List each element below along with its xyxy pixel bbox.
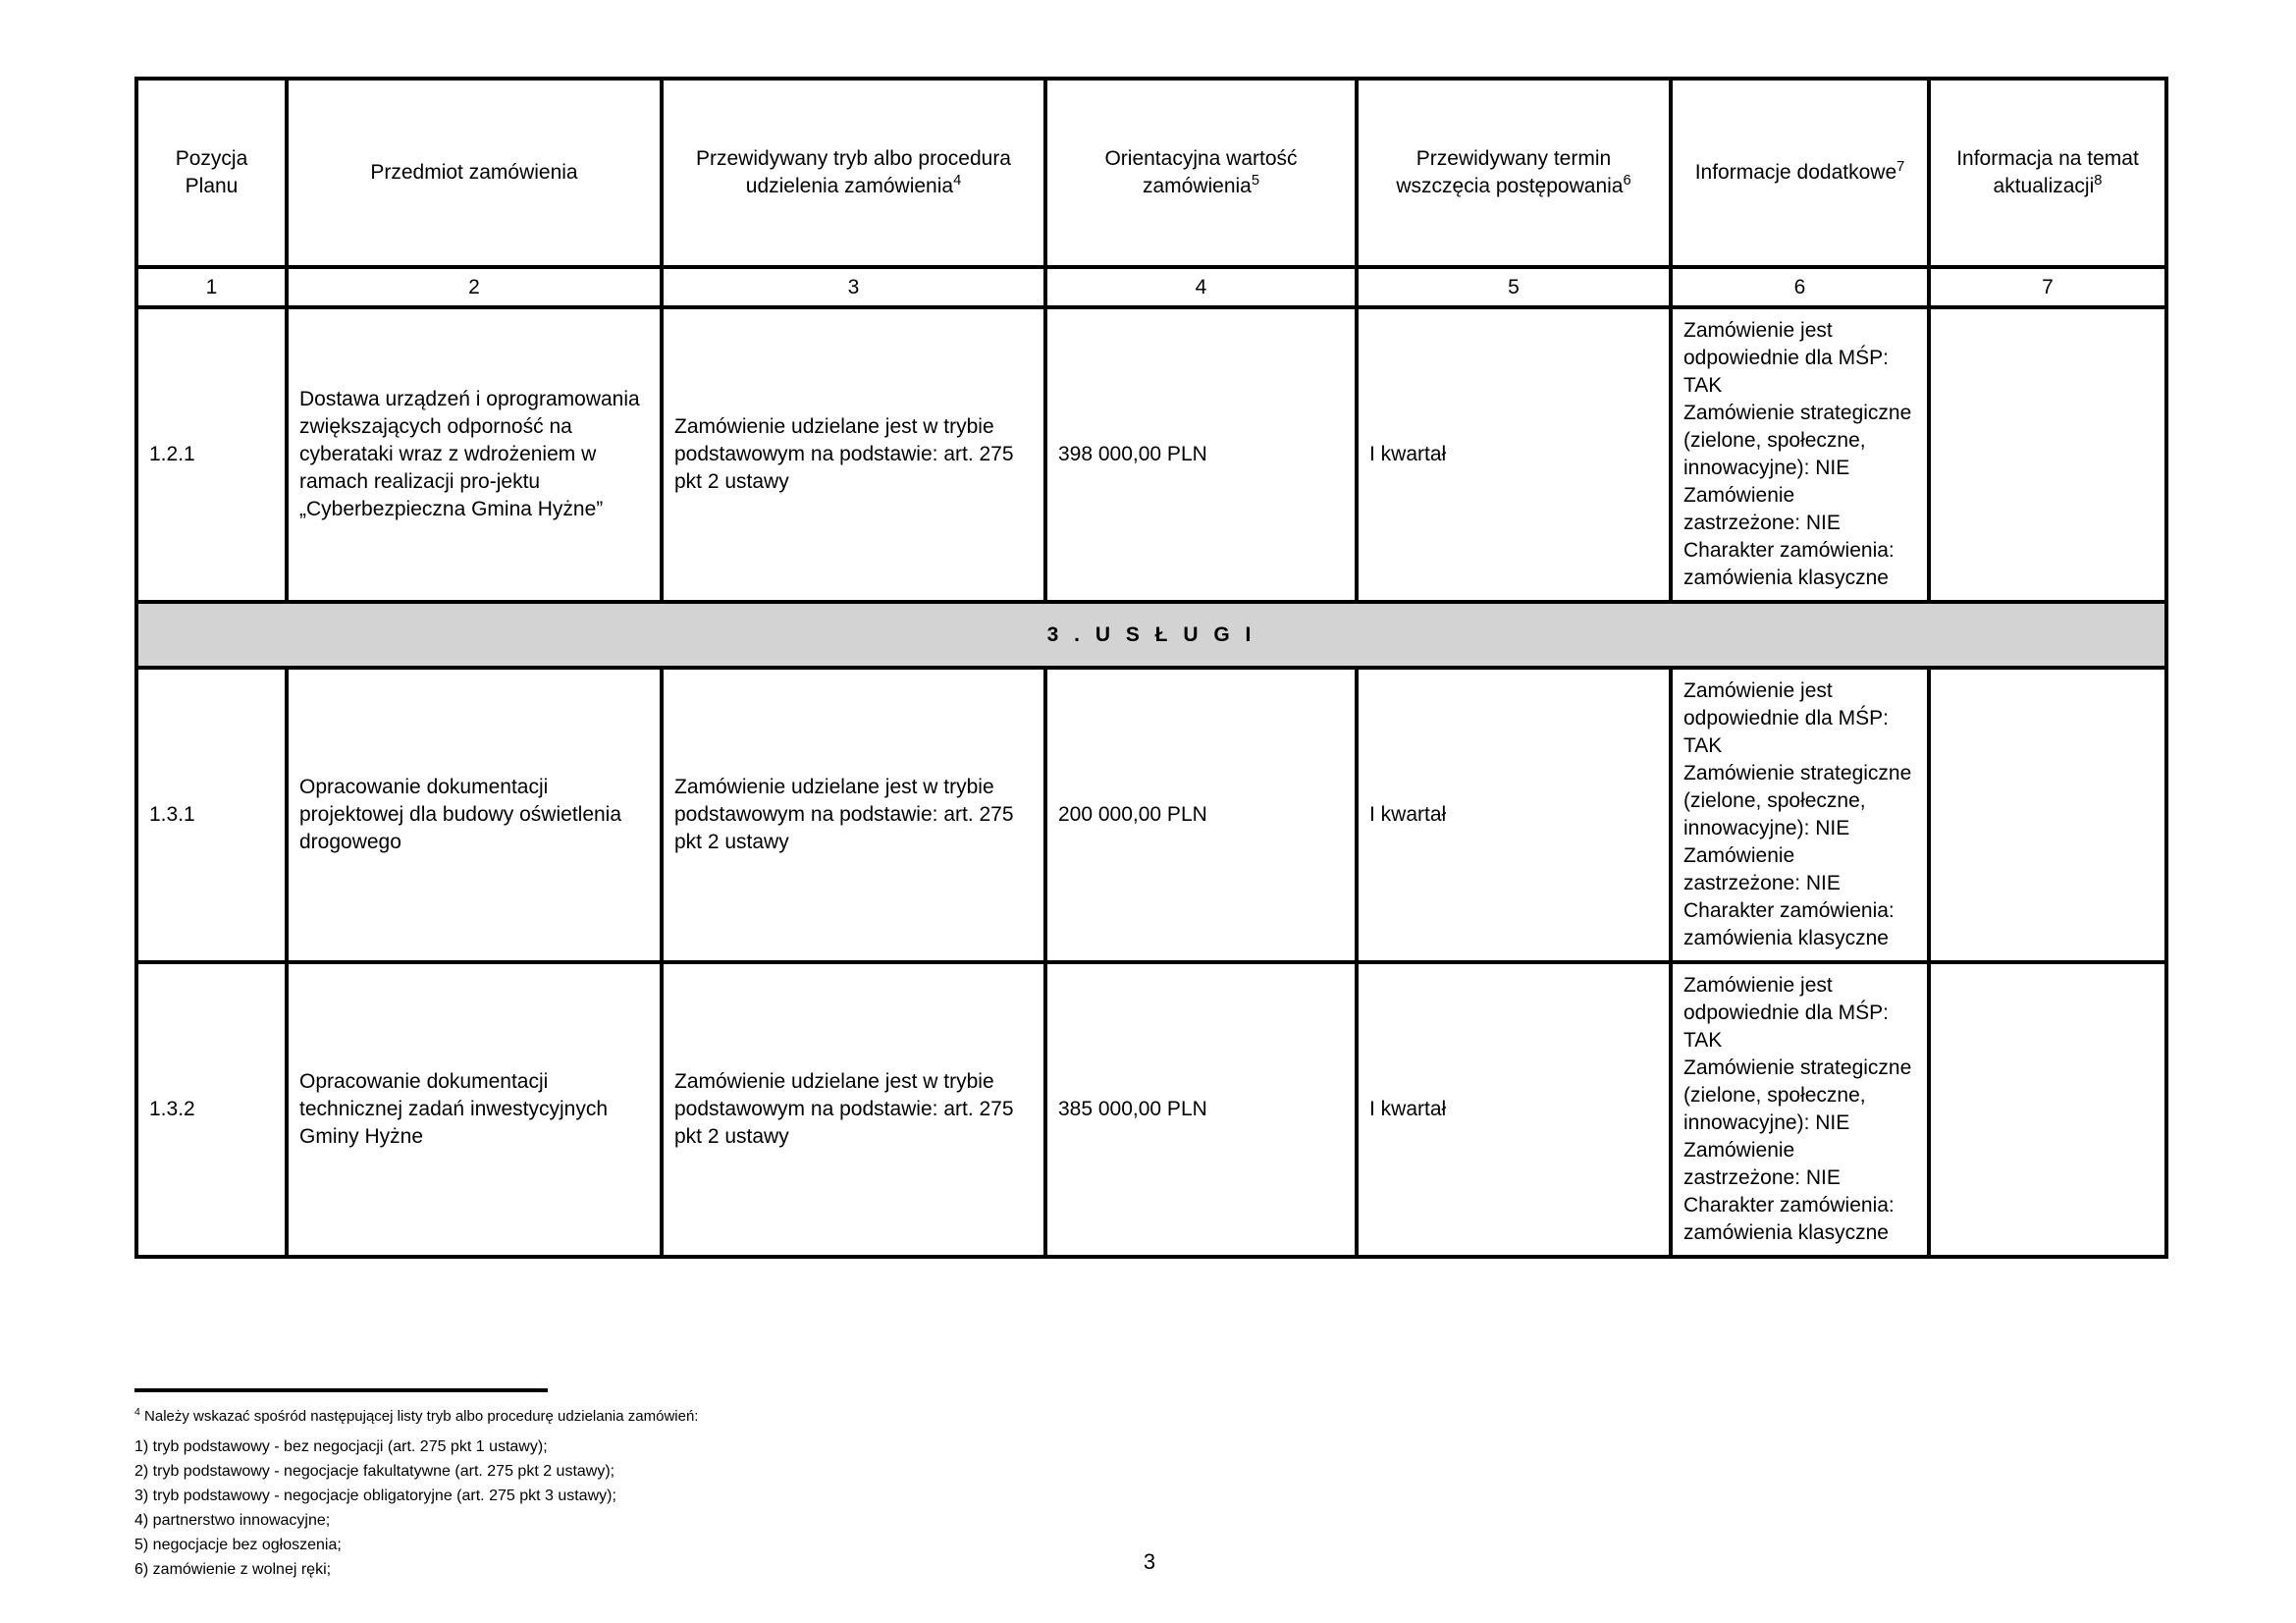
info-line: Charakter zamówienia: zamówienia klasyczne <box>1683 899 1895 949</box>
col-header-termin <box>1357 79 1671 267</box>
col-header-label: Orientacyjna wartość zamówienia <box>1104 147 1298 197</box>
column-number-cell: 2 <box>287 267 662 307</box>
row-value-cell: 200 000,00 PLN <box>1045 668 1357 962</box>
footnote-separator-line <box>134 1388 548 1392</box>
row-additional-info-cell <box>1671 307 1929 602</box>
info-line: Zamówienie strategiczne (zielone, społeczne, innowacyjne): NIE <box>1683 1056 1912 1134</box>
row-update-cell <box>1929 962 2166 1257</box>
row-procedure-cell: Zamówienie udzielane jest w trybie podstawowym na podstawie: art. 275 pkt 2 ustawy <box>662 668 1045 962</box>
col-header-przedmiot <box>287 79 662 267</box>
row-position-cell: 1.2.1 <box>136 307 287 602</box>
section-header-uslugi: 3 . U S Ł U G I <box>136 602 2166 668</box>
col-header-label: Informacje dodatkowe <box>1694 161 1897 184</box>
col-header-label: Przewidywany tryb albo procedura udzielenia zamówienia <box>696 147 1011 197</box>
info-line: Zamówienie zastrzeżone: NIE <box>1683 1139 1841 1189</box>
col-header-footnote-ref: 7 <box>1896 159 1905 175</box>
col-header-tryb <box>662 79 1045 267</box>
info-line: Zamówienie zastrzeżone: NIE <box>1683 844 1841 894</box>
row-subject-cell: Dostawa urządzeń i oprogramowania zwiększających odporność na cyberataki wraz z wdrożeniem w ramach realizacji pro-jektu „Cyberbezpieczna Gmina Hyżne” <box>287 307 662 602</box>
footnote-item: 5) negocjacje bez ogłoszenia; <box>134 1537 342 1553</box>
footnote-item: 2) tryb podstawowy - negocjacje fakultatywne (art. 275 pkt 2 ustawy); <box>134 1463 615 1480</box>
col-header-pozycja-planu <box>136 79 287 267</box>
col-header-aktualizacja <box>1929 79 2166 267</box>
footnote-intro-text: Należy wskazać spośród następującej listy tryb albo procedurę udzielania zamówień: <box>144 1408 699 1425</box>
row-position-cell: 1.3.1 <box>136 668 287 962</box>
info-line: Zamówienie jest odpowiednie dla MŚP: TAK <box>1683 974 1889 1052</box>
col-header-label: Informacja na temat aktualizacji <box>1956 147 2139 197</box>
row-value-cell: 398 000,00 PLN <box>1045 307 1357 602</box>
col-header-footnote-ref: 6 <box>1623 173 1631 189</box>
row-position-cell: 1.3.2 <box>136 962 287 1257</box>
row-subject-cell: Opracowanie dokumentacji projektowej dla budowy oświetlenia drogowego <box>287 668 662 962</box>
row-procedure-cell: Zamówienie udzielane jest w trybie podstawowym na podstawie: art. 275 pkt 2 ustawy <box>662 962 1045 1257</box>
row-term-cell: I kwartał <box>1357 307 1671 602</box>
row-term-cell: I kwartał <box>1357 962 1671 1257</box>
info-line: Zamówienie strategiczne (zielone, społeczne, innowacyjne): NIE <box>1683 762 1912 839</box>
row-update-cell <box>1929 307 2166 602</box>
footnote-item: 4) partnerstwo innowacyjne; <box>134 1512 331 1529</box>
row-subject-cell: Opracowanie dokumentacji technicznej zadań inwestycyjnych Gminy Hyżne <box>287 962 662 1257</box>
row-procedure-cell: Zamówienie udzielane jest w trybie podstawowym na podstawie: art. 275 pkt 2 ustawy <box>662 307 1045 602</box>
col-header-footnote-ref: 8 <box>2094 173 2103 189</box>
footnote-item: 3) tryb podstawowy - negocjacje obligatoryjne (art. 275 pkt 3 ustawy); <box>134 1488 616 1504</box>
page-number: 3 <box>1143 1549 1156 1574</box>
row-term-cell: I kwartał <box>1357 668 1671 962</box>
info-line: Charakter zamówienia: zamówienia klasyczne <box>1683 1194 1895 1244</box>
footnote-item: 1) tryb podstawowy - bez negocjacji (art. 275 pkt 1 ustawy); <box>134 1438 548 1455</box>
table-row <box>136 668 2166 962</box>
table-row <box>136 307 2166 602</box>
column-number-cell: 4 <box>1045 267 1357 307</box>
column-number-cell: 3 <box>662 267 1045 307</box>
col-header-informacje-dodatkowe <box>1671 79 1929 267</box>
col-header-label: Przedmiot zamówienia <box>370 161 578 184</box>
info-line: Zamówienie jest odpowiednie dla MŚP: TAK <box>1683 679 1889 757</box>
col-header-footnote-ref: 4 <box>953 173 962 189</box>
col-header-label: Przewidywany termin wszczęcia postępowania <box>1396 147 1624 197</box>
row-update-cell <box>1929 668 2166 962</box>
procurement-plan-table <box>134 77 2168 1259</box>
footnote-marker: 4 <box>134 1406 140 1418</box>
table-row <box>136 962 2166 1257</box>
column-number-cell: 6 <box>1671 267 1929 307</box>
table-header-row <box>136 79 2166 267</box>
column-number-cell: 5 <box>1357 267 1671 307</box>
info-line: Zamówienie zastrzeżone: NIE <box>1683 484 1841 534</box>
info-line: Zamówienie jest odpowiednie dla MŚP: TAK <box>1683 319 1889 397</box>
row-value-cell: 385 000,00 PLN <box>1045 962 1357 1257</box>
col-header-label: Pozycja Planu <box>175 147 248 197</box>
section-header-row <box>136 602 2166 668</box>
col-header-wartosc <box>1045 79 1357 267</box>
footnote-item: 6) zamówienie z wolnej ręki; <box>134 1561 332 1578</box>
col-header-footnote-ref: 5 <box>1251 173 1260 189</box>
row-additional-info-cell <box>1671 668 1929 962</box>
info-line: Charakter zamówienia: zamówienia klasyczne <box>1683 539 1895 589</box>
row-additional-info-cell <box>1671 962 1929 1257</box>
column-numbers-row <box>136 267 2166 307</box>
info-line: Zamówienie strategiczne (zielone, społeczne, innowacyjne): NIE <box>1683 402 1912 479</box>
column-number-cell: 7 <box>1929 267 2166 307</box>
column-number-cell: 1 <box>136 267 287 307</box>
footnote-intro <box>134 1408 1018 1425</box>
